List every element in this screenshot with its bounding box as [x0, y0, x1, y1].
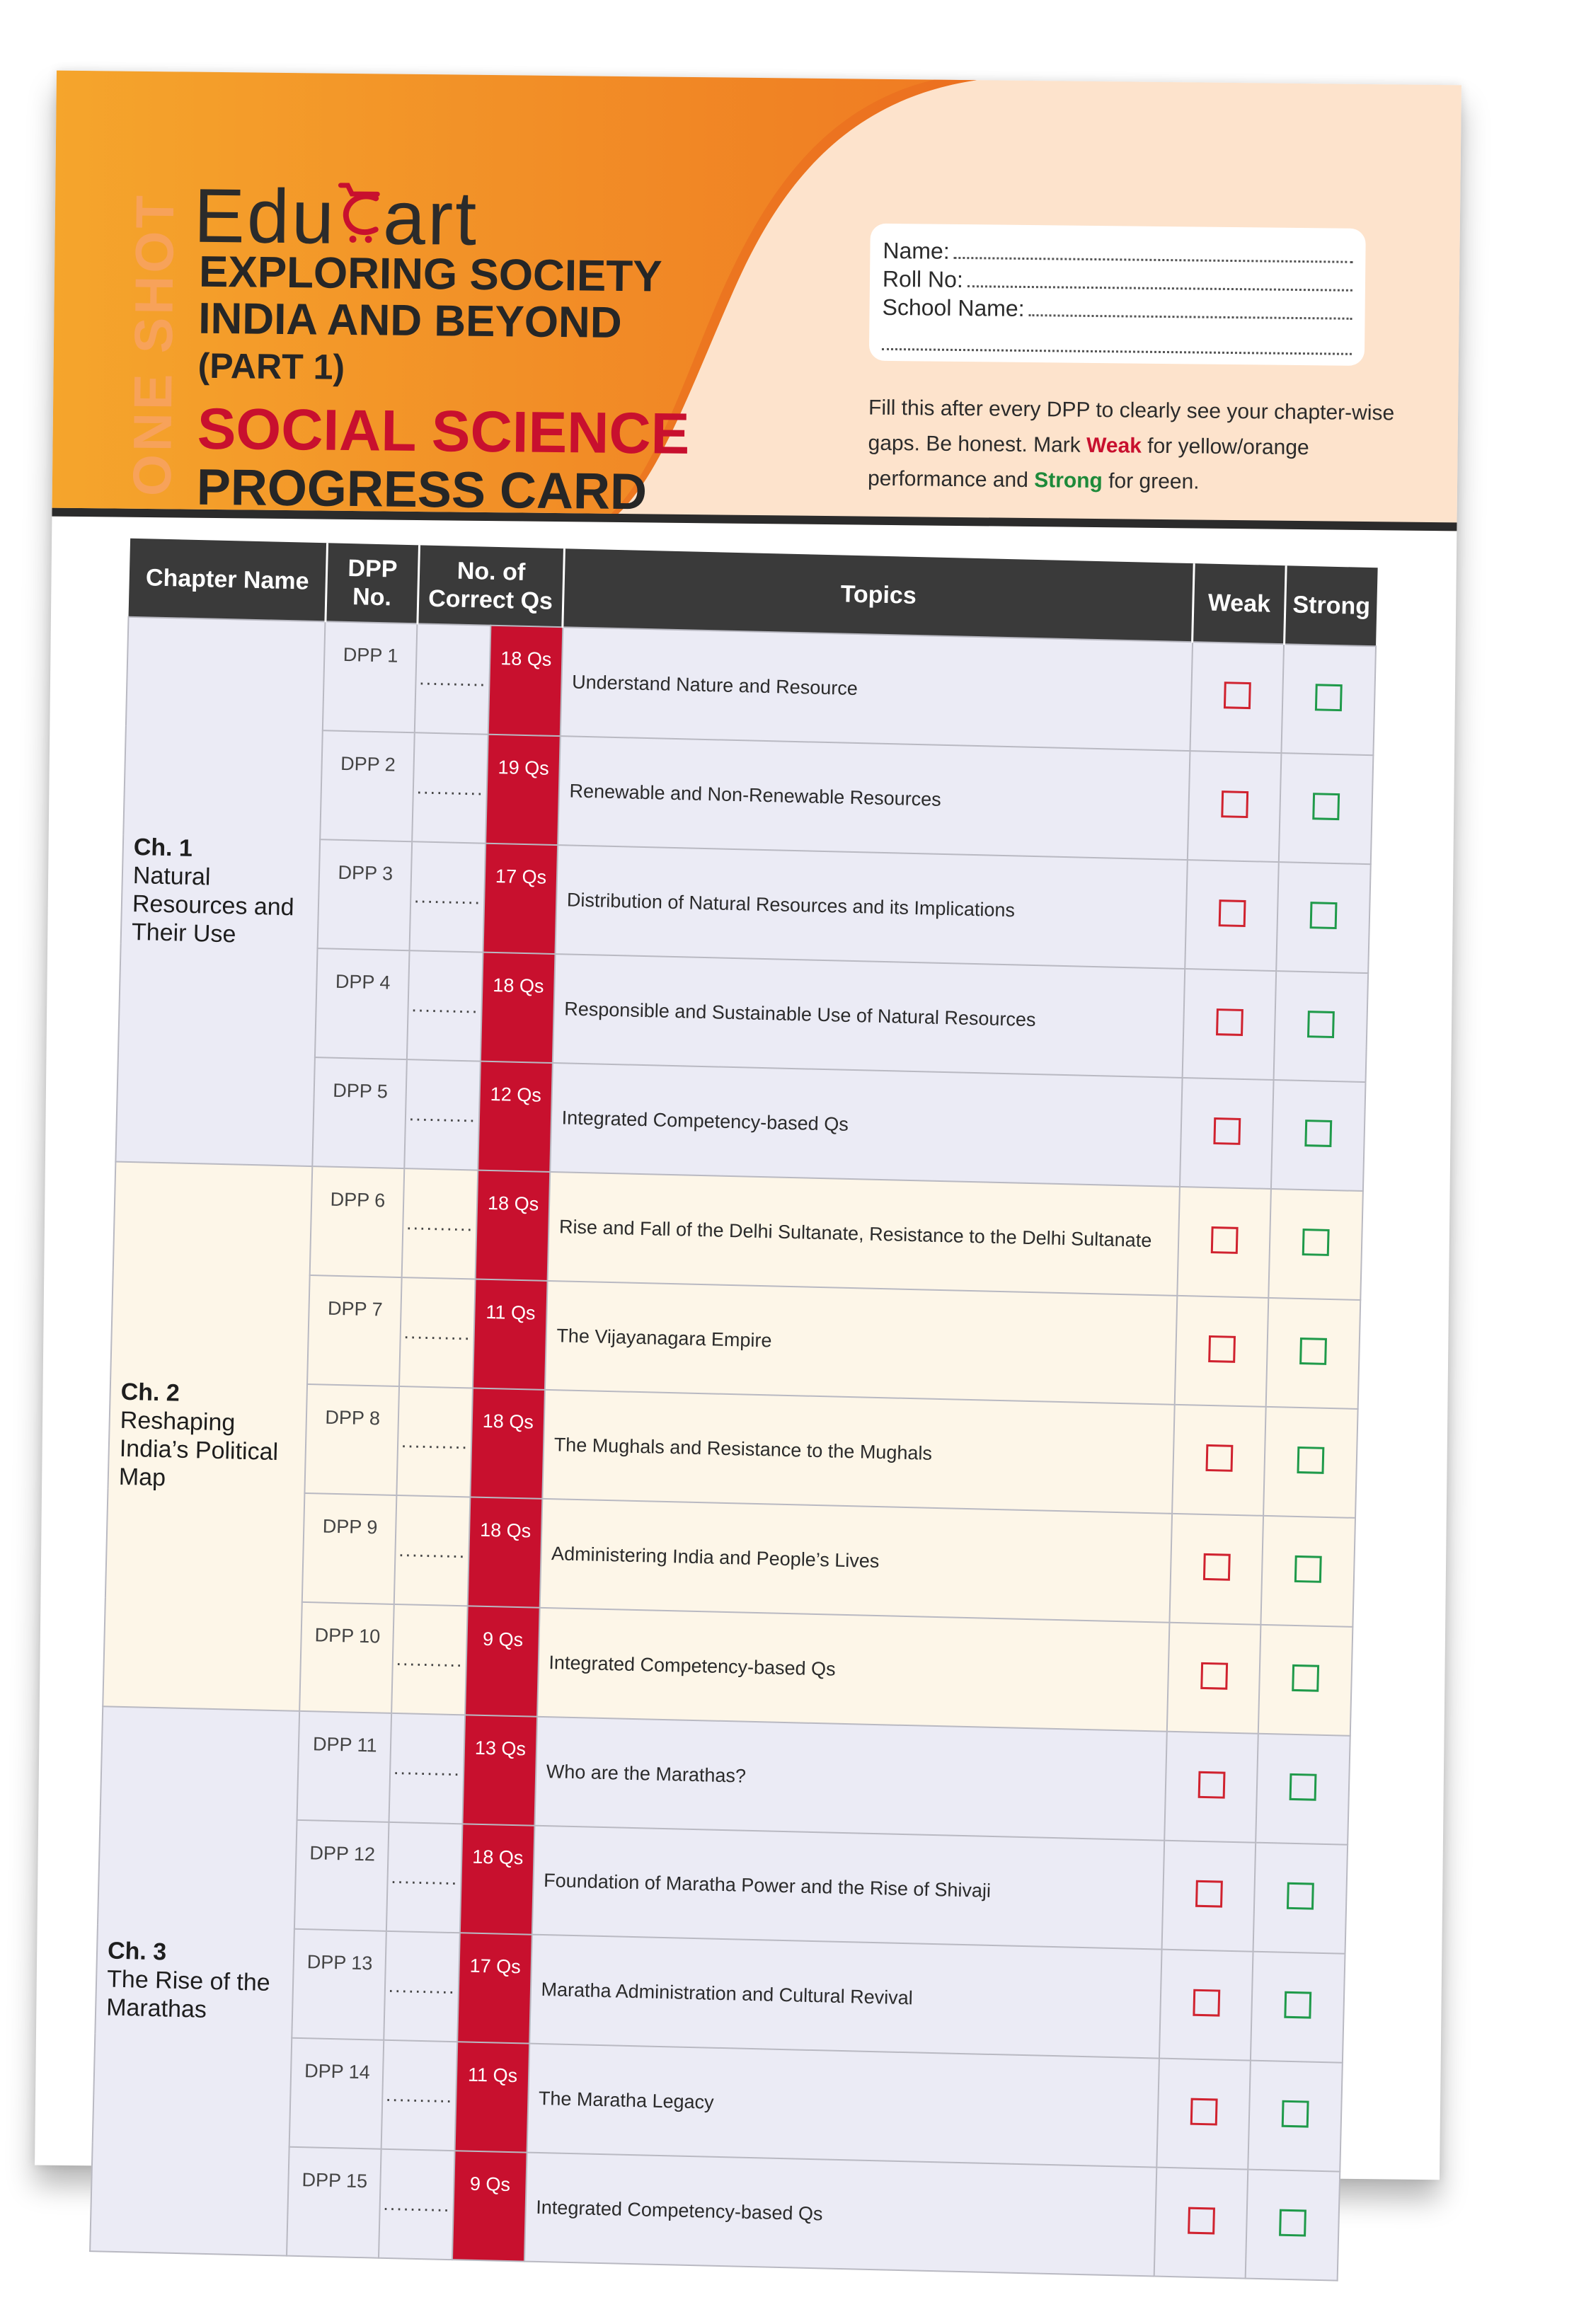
header-correct-line-1: No. of: [456, 557, 526, 586]
strong-checkbox[interactable]: [1299, 1338, 1327, 1365]
total-questions: 18 Qs: [488, 626, 563, 736]
topic-name: Foundation of Maratha Power and the Rise of Shivaji: [532, 1826, 1164, 1950]
weak-cell: [1161, 1841, 1256, 1952]
header-dpp-line-2: No.: [352, 583, 392, 611]
instructions-text: [868, 391, 1421, 502]
dpp-number: DPP 9: [302, 1493, 396, 1604]
correct-count-input[interactable]: ..........: [381, 2040, 458, 2151]
weak-cell: [1154, 2168, 1248, 2279]
strong-cell: [1282, 644, 1376, 755]
school-field[interactable]: [882, 293, 1352, 326]
weak-checkbox[interactable]: [1202, 1553, 1230, 1580]
correct-count-input[interactable]: ..........: [404, 1059, 481, 1170]
topic-name: Rise and Fall of the Delhi Sultanate, Resistance to the Delhi Sultanate: [547, 1172, 1179, 1296]
strong-cell: [1277, 862, 1371, 973]
chapter-cell: [103, 1162, 313, 1711]
one-shot-tag: ONE SHOT: [122, 192, 186, 497]
correct-count-input[interactable]: ..........: [386, 1822, 463, 1933]
topic-name: The Maratha Legacy: [527, 2044, 1159, 2168]
strong-checkbox[interactable]: [1282, 2100, 1309, 2127]
roll-dotted-line[interactable]: [967, 267, 1352, 292]
correct-count-input[interactable]: ..........: [402, 1168, 478, 1279]
dpp-number: DPP 11: [297, 1711, 391, 1822]
weak-checkbox[interactable]: [1193, 1989, 1220, 2016]
progress-card-sheet: [35, 71, 1461, 2224]
strong-checkbox[interactable]: [1279, 2209, 1306, 2236]
strong-cell: [1274, 971, 1368, 1082]
chapter-name: The Rise of the Marathas: [105, 1965, 271, 2023]
weak-cell: [1172, 1405, 1266, 1516]
total-questions: 18 Qs: [471, 1388, 545, 1498]
roll-field[interactable]: [883, 265, 1352, 298]
total-questions: 18 Qs: [460, 1824, 534, 1934]
total-questions: 9 Qs: [465, 1606, 539, 1716]
topic-name: Understand Nature and Resource: [560, 627, 1192, 751]
strong-checkbox[interactable]: [1307, 1011, 1335, 1038]
extra-dotted-line[interactable]: [882, 330, 1352, 355]
strong-cell: [1269, 1189, 1363, 1300]
strong-cell: [1263, 1407, 1357, 1518]
correct-count-input[interactable]: ..........: [384, 1931, 460, 2042]
name-field[interactable]: [883, 236, 1352, 270]
weak-checkbox[interactable]: [1213, 1117, 1241, 1145]
progress-table-wrapper: [89, 539, 1379, 2282]
weak-checkbox[interactable]: [1221, 790, 1248, 818]
strong-checkbox[interactable]: [1294, 1555, 1322, 1582]
strong-cell: [1248, 2061, 1343, 2172]
total-questions: 11 Qs: [455, 2042, 529, 2152]
dpp-number: DPP 4: [315, 948, 409, 1059]
weak-cell: [1177, 1187, 1271, 1298]
title-line-2: INDIA AND BEYOND: [198, 294, 622, 347]
dpp-number: DPP 2: [321, 730, 415, 841]
table-body: [90, 617, 1376, 2281]
header-dpp-line-1: DPP: [348, 555, 398, 583]
dpp-number: DPP 14: [289, 2038, 384, 2149]
weak-cell: [1167, 1623, 1261, 1734]
topic-name: Integrated Competency-based Qs: [550, 1063, 1182, 1187]
strong-checkbox[interactable]: [1285, 1991, 1312, 2018]
instructions-part-1: Fill this after every DPP to clearly see your chapter-wise gaps. Be honest. Mark: [868, 396, 1395, 457]
weak-cell: [1185, 860, 1279, 971]
instructions-part-3: for green.: [1102, 469, 1200, 494]
topic-name: The Mughals and Resistance to the Mughals: [542, 1390, 1174, 1514]
header-topics: Topics: [563, 548, 1194, 642]
instructions-part-2: for yellow/orange performance and: [867, 434, 1309, 493]
title-line-1: EXPLORING SOCIETY: [198, 247, 662, 301]
weak-checkbox[interactable]: [1200, 1662, 1228, 1689]
topic-name: Integrated Competency-based Qs: [537, 1608, 1169, 1732]
progress-table: [89, 539, 1379, 2282]
dpp-number: DPP 13: [292, 1929, 386, 2040]
correct-count-input[interactable]: ..........: [394, 1495, 471, 1606]
dpp-number: DPP 7: [308, 1275, 402, 1386]
strong-checkbox[interactable]: [1292, 1664, 1319, 1691]
name-dotted-line[interactable]: [954, 238, 1353, 263]
topic-name: Renewable and Non-Renewable Resources: [558, 736, 1190, 860]
header-strong: Strong: [1284, 565, 1377, 646]
topic-name: Responsible and Sustainable Use of Natural Resources: [552, 954, 1184, 1078]
chapter-name: Natural Resources and Their Use: [131, 861, 295, 948]
topic-name: Maratha Administration and Cultural Revival: [529, 1935, 1161, 2059]
strong-cell: [1251, 1952, 1345, 2063]
header-dpp: [326, 543, 419, 623]
weak-cell: [1180, 1078, 1274, 1189]
strong-cell: [1246, 2170, 1340, 2281]
topic-name: The Vijayanagara Empire: [545, 1281, 1177, 1405]
topic-name: Who are the Marathas?: [534, 1717, 1166, 1841]
correct-count-input[interactable]: ..........: [415, 623, 491, 734]
header-correct-line-2: Correct Qs: [427, 585, 553, 615]
weak-checkbox[interactable]: [1216, 1008, 1243, 1036]
school-label: School Name:: [882, 294, 1025, 321]
header-correct: [417, 545, 564, 627]
header-chapter: Chapter Name: [129, 539, 328, 622]
total-questions: 17 Qs: [458, 1933, 532, 2043]
total-questions: 18 Qs: [476, 1170, 550, 1281]
chapter-number: Ch. 3: [107, 1937, 167, 1966]
strong-cell: [1253, 1843, 1348, 1954]
strong-cell: [1256, 1734, 1350, 1845]
dpp-number: DPP 1: [323, 621, 417, 732]
card-title: PROGRESS CARD: [196, 459, 648, 521]
total-questions: 18 Qs: [468, 1497, 542, 1607]
dpp-number: DPP 8: [305, 1384, 399, 1495]
dpp-number: DPP 10: [300, 1602, 394, 1713]
chapter-cell: [90, 1706, 300, 2255]
total-questions: 9 Qs: [452, 2151, 527, 2261]
weak-checkbox[interactable]: [1205, 1444, 1233, 1471]
correct-count-input[interactable]: ..........: [410, 841, 486, 952]
strong-cell: [1258, 1625, 1352, 1736]
correct-count-input[interactable]: ..........: [379, 2149, 455, 2260]
total-questions: 19 Qs: [486, 735, 560, 845]
logo-text-left: Edu: [193, 172, 337, 260]
weak-checkbox[interactable]: [1188, 2207, 1215, 2234]
strong-checkbox[interactable]: [1287, 1882, 1314, 1909]
weak-checkbox[interactable]: [1197, 1771, 1225, 1798]
correct-count-input[interactable]: ..........: [399, 1277, 476, 1388]
total-questions: 11 Qs: [473, 1279, 547, 1390]
strong-checkbox[interactable]: [1312, 793, 1340, 820]
weak-checkbox[interactable]: [1208, 1335, 1236, 1362]
subject-title: SOCIAL SCIENCE: [197, 396, 690, 466]
strong-cell: [1261, 1516, 1355, 1627]
chapter-name: Reshaping India’s Political Map: [118, 1406, 279, 1492]
weak-cell: [1164, 1732, 1258, 1843]
total-questions: 13 Qs: [463, 1715, 537, 1825]
weak-cell: [1190, 642, 1284, 753]
topic-name: Integrated Competency-based Qs: [524, 2153, 1156, 2277]
total-questions: 12 Qs: [478, 1062, 553, 1172]
weak-cell: [1182, 969, 1276, 1080]
title-block: [196, 249, 691, 520]
dpp-number: DPP 15: [287, 2147, 381, 2258]
strong-checkbox[interactable]: [1315, 684, 1343, 711]
weak-checkbox[interactable]: [1190, 2098, 1217, 2125]
topic-name: Distribution of Natural Resources and its Implications: [555, 845, 1187, 969]
logo-text-right: art: [382, 174, 479, 261]
chapter-cell: [115, 617, 326, 1166]
strong-checkbox[interactable]: [1290, 1773, 1317, 1800]
name-label: Name:: [883, 237, 950, 264]
weak-cell: [1159, 1950, 1253, 2061]
header-banner: [52, 71, 1461, 531]
dpp-number: DPP 12: [294, 1820, 389, 1931]
school-dotted-line[interactable]: [1028, 296, 1352, 320]
strong-cell: [1279, 753, 1373, 864]
total-questions: 18 Qs: [481, 953, 555, 1063]
strong-cell: [1266, 1298, 1360, 1409]
weak-checkbox[interactable]: [1223, 681, 1251, 709]
cart-icon: [337, 173, 381, 262]
instructions-weak: Weak: [1086, 433, 1142, 458]
correct-count-input[interactable]: ..........: [391, 1604, 468, 1715]
dpp-number: DPP 5: [313, 1057, 407, 1168]
title-line-3: (PART 1): [197, 345, 345, 387]
header-weak: Weak: [1193, 563, 1286, 644]
weak-cell: [1156, 2059, 1251, 2170]
strong-checkbox[interactable]: [1302, 1229, 1330, 1256]
strong-checkbox[interactable]: [1305, 1120, 1333, 1147]
topic-name: Administering India and People’s Lives: [539, 1499, 1171, 1623]
weak-cell: [1174, 1296, 1268, 1407]
correct-count-input[interactable]: ..........: [389, 1713, 466, 1824]
strong-checkbox[interactable]: [1310, 902, 1338, 929]
weak-cell: [1188, 751, 1282, 862]
weak-checkbox[interactable]: [1218, 899, 1246, 927]
strong-cell: [1271, 1080, 1365, 1191]
chapter-number: Ch. 2: [120, 1378, 180, 1407]
weak-checkbox[interactable]: [1195, 1880, 1223, 1907]
weak-checkbox[interactable]: [1210, 1226, 1238, 1253]
extra-field[interactable]: [882, 321, 1352, 355]
chapter-number: Ch. 1: [133, 833, 193, 862]
weak-cell: [1169, 1514, 1263, 1625]
roll-label: Roll No:: [882, 265, 964, 293]
instructions-strong: Strong: [1034, 468, 1103, 493]
student-info-box: [869, 224, 1366, 366]
dpp-number: DPP 6: [310, 1166, 404, 1277]
correct-count-input[interactable]: ..........: [407, 950, 483, 1061]
strong-checkbox[interactable]: [1297, 1446, 1325, 1473]
correct-count-input[interactable]: ..........: [412, 732, 488, 843]
correct-count-input[interactable]: ..........: [396, 1386, 473, 1497]
total-questions: 17 Qs: [483, 844, 558, 954]
dpp-number: DPP 3: [318, 839, 412, 950]
